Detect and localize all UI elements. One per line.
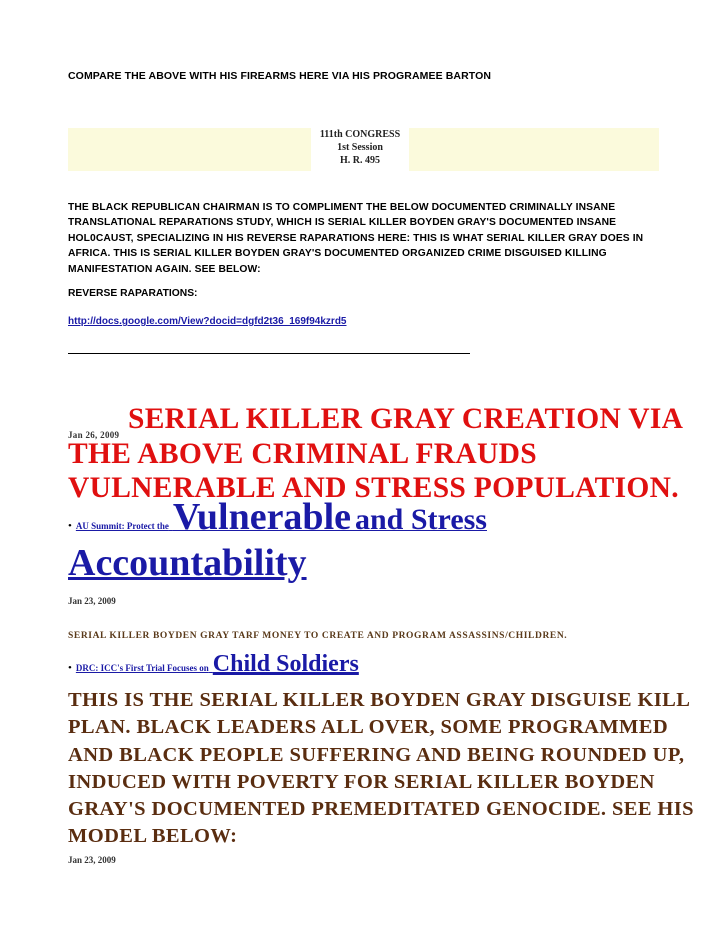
drc-item <box>68 651 359 678</box>
drc-small-text[interactable]: DRC: ICC's First Trial Focuses on <box>75 663 209 673</box>
au-summit-link[interactable] <box>75 496 487 538</box>
separator-rule <box>68 353 470 354</box>
docs-link[interactable]: http://docs.google.com/View?docid=dgfd2t36_169f94kzrd5 <box>68 316 347 327</box>
intro-paragraph: THE BLACK REPUBLICAN CHAIRMAN IS TO COMPLIMENT THE BELOW DOCUMENTED CRIMINALLY INSANE TRANSLATIONAL REPARATIONS STUDY, WHICH IS SERIAL KILLER BOYDEN GRAY'S DOCUMENTED INSANE HOL0CAUST, SPECIALIZING IN HIS REVERSE RAPARATIONS HERE: THIS IS WHAT SERIAL KILLER GRAY DOES IN AFRICA. THIS IS SERIAL KILLER BOYDEN GRAY'S DOCUMENTED ORGANIZED CRIME DISGUISED KILLING MANIFESTATION AGAIN. SEE BELOW: <box>68 202 644 275</box>
bill-number: H. R. 495 <box>340 155 380 166</box>
serial-killer-line: SERIAL KILLER BOYDEN GRAY TARF MONEY TO CREATE AND PROGRAM ASSASSINS/CHILDREN. <box>68 631 568 641</box>
accountability-link[interactable]: Accountability <box>68 542 307 584</box>
congress-header <box>311 128 409 171</box>
date-jan-23-b: Jan 23, 2009 <box>68 855 116 865</box>
au-summit-vulnerable[interactable]: Vulnerable <box>172 496 351 538</box>
congress-number: 111th CONGRESS <box>319 129 401 140</box>
date-jan-23-a: Jan 23, 2009 <box>68 596 116 606</box>
au-summit-small-text[interactable]: AU Summit: Protect the <box>75 521 169 531</box>
reverse-reparations-label: REVERSE RAPARATIONS: <box>68 288 198 299</box>
drc-link[interactable] <box>75 651 359 677</box>
au-summit-item <box>68 495 708 539</box>
bullet: • <box>68 520 72 532</box>
brown-heading: THIS IS THE SERIAL KILLER BOYDEN GRAY DISGUISE KILL PLAN. BLACK LEADERS ALL OVER, SOME PROGRAMMED AND BLACK PEOPLE SUFFERING AND BEING ROUNDED UP, INDUCED WITH POVERTY FOR SERIAL KILLER BOYDEN GRAY'S DOCUMENTED PREMEDITATED GENOCIDE. SEE HIS MODEL BELOW: <box>68 689 694 848</box>
red-heading-first: SERIAL KILLER GRAY CREATION <box>128 403 622 435</box>
red-heading-rest: VIA THE ABOVE CRIMINAL FRAUDS VULNERABLE AND STRESS POPULATION. <box>68 403 682 504</box>
red-heading <box>68 402 698 506</box>
au-summit-stress[interactable]: and Stress <box>355 503 487 536</box>
child-soldiers-text[interactable]: Child Soldiers <box>212 651 359 677</box>
congress-session: 1st Session <box>337 142 383 153</box>
compare-line: COMPARE THE ABOVE WITH HIS FIREARMS HERE VIA HIS PROGRAMEE BARTON <box>68 70 492 82</box>
bullet: • <box>68 662 72 674</box>
date-jan-26: Jan 26, 2009 <box>68 430 120 440</box>
